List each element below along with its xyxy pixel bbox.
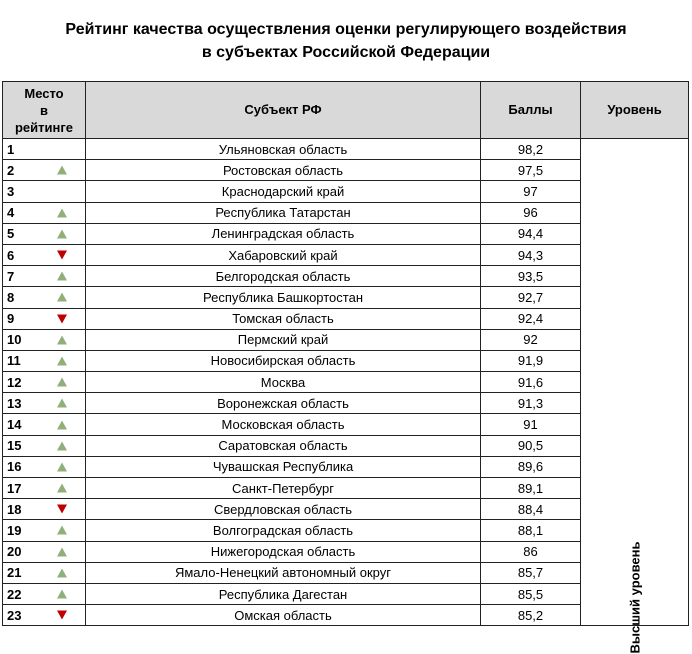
rank-number: 20: [7, 544, 22, 560]
trend-down-icon: [57, 611, 67, 620]
subject-cell: Москва: [86, 372, 481, 393]
rank-cell: [3, 499, 86, 520]
rank-cell: [3, 160, 86, 181]
subject-cell: Нижегородская область: [86, 541, 481, 562]
score-cell: 94,3: [481, 244, 581, 265]
rank-number: 6: [7, 247, 15, 263]
rank-number: 8: [7, 289, 15, 305]
score-cell: 85,5: [481, 583, 581, 604]
rank-number: 17: [7, 480, 22, 496]
subject-cell: Краснодарский край: [86, 181, 481, 202]
score-cell: 97: [481, 181, 581, 202]
trend-up-icon: [57, 484, 67, 493]
rank-number: 3: [7, 183, 15, 199]
rank-number: 15: [7, 438, 22, 454]
level-cell: [581, 139, 689, 654]
subject-cell: Томская область: [86, 308, 481, 329]
rank-number: 18: [7, 501, 22, 517]
trend-down-icon: [57, 314, 67, 323]
rank-cell: [3, 244, 86, 265]
rating-table: [2, 81, 689, 654]
rank-cell: [3, 414, 86, 435]
subject-cell: Хабаровский край: [86, 244, 481, 265]
rank-cell: [3, 393, 86, 414]
score-cell: 90,5: [481, 435, 581, 456]
level-column-header: Уровень: [581, 82, 689, 139]
score-cell: 88,1: [481, 520, 581, 541]
score-cell: 92: [481, 329, 581, 350]
trend-up-icon: [57, 378, 67, 387]
score-cell: 92,4: [481, 308, 581, 329]
table-body: [3, 139, 689, 654]
rank-cell: [3, 520, 86, 541]
trend-up-icon: [57, 356, 67, 365]
subject-cell: Новосибирская область: [86, 350, 481, 371]
rank-number: 21: [7, 565, 22, 581]
rank-number: 5: [7, 226, 15, 242]
trend-up-icon: [57, 208, 67, 217]
rank-number: 10: [7, 332, 22, 348]
subject-cell: Саратовская область: [86, 435, 481, 456]
subject-cell: Санкт-Петербург: [86, 478, 481, 499]
rank-cell: [3, 287, 86, 308]
score-cell: 89,6: [481, 456, 581, 477]
score-column-header: Баллы: [481, 82, 581, 139]
score-cell: 97,5: [481, 160, 581, 181]
score-cell: 91,3: [481, 393, 581, 414]
trend-up-icon: [57, 462, 67, 471]
score-cell: 98,2: [481, 139, 581, 160]
rank-cell: [3, 329, 86, 350]
rank-cell: [3, 372, 86, 393]
title-line-1: Рейтинг качества осуществления оценки регулирующего воздействия: [65, 21, 627, 38]
rank-number: 12: [7, 374, 22, 390]
rank-cell: [3, 350, 86, 371]
rank-number: 4: [7, 205, 15, 221]
rank-number: 23: [7, 607, 22, 623]
subject-cell: Ульяновская область: [86, 139, 481, 160]
rank-header-line-2: в: [40, 102, 48, 118]
rank-cell: [3, 478, 86, 499]
rank-cell: [3, 139, 86, 160]
rank-number: 13: [7, 395, 22, 411]
rank-header-line-3: рейтинге: [14, 119, 74, 135]
subject-cell: Республика Татарстан: [86, 202, 481, 223]
trend-up-icon: [57, 272, 67, 281]
trend-up-icon: [57, 166, 67, 175]
rank-cell: [3, 202, 86, 223]
score-cell: 89,1: [481, 478, 581, 499]
rank-cell: [3, 223, 86, 244]
trend-up-icon: [57, 568, 67, 577]
trend-up-icon: [57, 335, 67, 344]
rank-cell: [3, 308, 86, 329]
score-cell: 94,4: [481, 223, 581, 244]
subject-cell: Волгоградская область: [86, 520, 481, 541]
trend-up-icon: [57, 229, 67, 238]
trend-up-icon: [57, 526, 67, 535]
score-cell: 86: [481, 541, 581, 562]
subject-cell: Воронежская область: [86, 393, 481, 414]
level-label: Высший уровень: [627, 541, 642, 654]
page-title: [0, 18, 692, 64]
subject-cell: Ленинградская область: [86, 223, 481, 244]
score-cell: 91,9: [481, 350, 581, 371]
subject-cell: Московская область: [86, 414, 481, 435]
trend-up-icon: [57, 547, 67, 556]
subject-cell: Республика Башкортостан: [86, 287, 481, 308]
rank-column-header: [3, 82, 86, 139]
trend-down-icon: [57, 505, 67, 514]
title-line-2: в субъектах Российской Федерации: [201, 44, 491, 61]
rank-cell: [3, 266, 86, 287]
score-cell: 96: [481, 202, 581, 223]
rank-cell: [3, 562, 86, 583]
rank-number: 1: [7, 141, 15, 157]
trend-up-icon: [57, 293, 67, 302]
rank-cell: [3, 456, 86, 477]
trend-up-icon: [57, 420, 67, 429]
rank-number: 16: [7, 459, 22, 475]
rank-cell: [3, 435, 86, 456]
table-header-row: [3, 82, 689, 139]
score-cell: 85,7: [481, 562, 581, 583]
rank-number: 7: [7, 268, 15, 284]
rank-cell: [3, 181, 86, 202]
subject-cell: Пермский край: [86, 329, 481, 350]
rank-number: 2: [7, 162, 15, 178]
subject-cell: Ямало-Ненецкий автономный округ: [86, 562, 481, 583]
trend-up-icon: [57, 590, 67, 599]
score-cell: 88,4: [481, 499, 581, 520]
subject-cell: Чувашская Республика: [86, 456, 481, 477]
table-row: [3, 139, 689, 160]
rank-number: 19: [7, 522, 22, 538]
trend-up-icon: [57, 441, 67, 450]
score-cell: 91,6: [481, 372, 581, 393]
rank-number: 9: [7, 311, 15, 327]
rank-number: 14: [7, 417, 22, 433]
rank-header-line-1: Место: [24, 85, 64, 101]
rank-cell: [3, 583, 86, 604]
subject-cell: Омская область: [86, 605, 481, 626]
subject-cell: Белгородская область: [86, 266, 481, 287]
trend-down-icon: [57, 251, 67, 260]
trend-up-icon: [57, 399, 67, 408]
subject-cell: Республика Дагестан: [86, 583, 481, 604]
rank-number: 22: [7, 586, 22, 602]
score-cell: 91: [481, 414, 581, 435]
subject-cell: Ростовская область: [86, 160, 481, 181]
subject-column-header: Субъект РФ: [86, 82, 481, 139]
score-cell: 92,7: [481, 287, 581, 308]
score-cell: 93,5: [481, 266, 581, 287]
rank-number: 11: [7, 353, 21, 369]
subject-cell: Свердловская область: [86, 499, 481, 520]
rank-cell: [3, 541, 86, 562]
score-cell: 85,2: [481, 605, 581, 626]
